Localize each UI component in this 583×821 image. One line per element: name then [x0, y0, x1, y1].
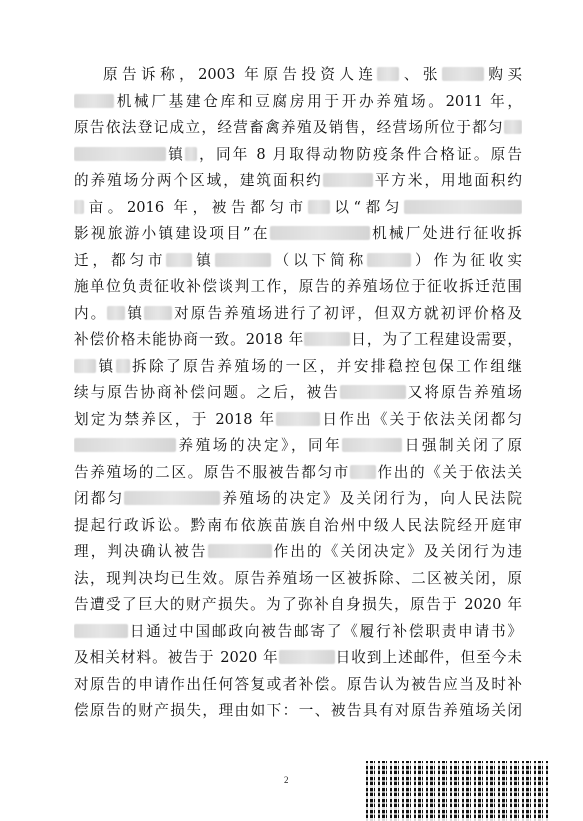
text-segment: 平方米，用地面积约 [372, 172, 522, 189]
text-segment: 法，现判决均已生效。原告养殖场一区被拆除、二区被关闭，原 [74, 569, 522, 587]
redaction-block [276, 412, 320, 426]
redaction-block [74, 359, 96, 373]
redaction-block [74, 94, 114, 108]
text-segment: 日收到上述邮件，但至今未 [334, 649, 522, 666]
text-segment: 机械厂基建仓库和豆腐房用于开办养殖场。2011 年， [114, 92, 522, 110]
text-segment: 养殖场的决定》，同年 [176, 437, 343, 454]
text-segment: 机械厂处进行征收拆 [369, 225, 522, 242]
redaction-block [144, 306, 172, 320]
text-segment: ）作为征收实 [411, 251, 522, 269]
redaction-block [350, 465, 376, 479]
redaction-block [215, 253, 271, 267]
redaction-block [342, 438, 402, 452]
text-segment: （以下简称 [270, 251, 368, 269]
text-segment: 划定为禁养区，于 2018 年 [74, 410, 277, 428]
text-segment: 内。 [74, 304, 108, 322]
text-segment: 补偿价格未能协商一致。2018 年 [74, 331, 305, 348]
redaction-block [404, 200, 522, 214]
redaction-block [279, 650, 335, 664]
redaction-block [116, 359, 130, 373]
text-segment: 购买 [483, 66, 522, 83]
text-segment: 拆除了原告养殖场的一区，并安排稳控包保工作组继 [129, 357, 522, 375]
redaction-block [74, 438, 176, 452]
text-segment: 日强制关闭了原 [402, 437, 522, 454]
redaction-block [74, 200, 84, 214]
text-segment: 日，为了工程建设需要， [350, 331, 522, 348]
text-segment: 提起行政诉讼。黔南布依族苗族自治州中级人民法院经开庭审 [74, 516, 522, 534]
text-line [74, 672, 522, 699]
text-line [74, 592, 522, 619]
text-segment: 及相关材料。被告于 2020 年 [74, 649, 279, 666]
text-line [74, 115, 522, 142]
text-line [74, 380, 522, 407]
text-line [74, 698, 522, 725]
redaction-block [323, 173, 373, 187]
complaint-paragraph [74, 62, 522, 725]
text-line [74, 645, 522, 672]
redaction-block [340, 385, 406, 399]
text-segment: 又将原告养殖场 [405, 384, 522, 401]
text-segment: 原告诉称，2003 年原告投资人连 [103, 66, 378, 83]
text-segment: 对原告养殖场进行了初评，但双方就初评价格及 [172, 304, 522, 322]
redaction-block [442, 67, 484, 81]
text-segment: ，同年 8 月取得动物防疫条件合格证。原告 [196, 145, 522, 163]
text-segment: 亩。2016 年，被告都匀市 [84, 198, 308, 216]
redaction-block [308, 200, 330, 214]
text-segment: 续与原告协商补偿问题。之后，被告 [74, 384, 340, 401]
text-segment: 告遭受了巨大的财产损失。为了弥补自身损失，原告于 2020 年 [74, 596, 522, 613]
text-segment: 告养殖场的二区。原告不服被告都匀市 [74, 463, 350, 481]
text-segment: 闭都匀 [74, 490, 125, 507]
text-line [74, 248, 522, 275]
text-line [74, 195, 522, 222]
text-segment: 日通过中国邮政向被告邮寄了《履行补偿职责申请书》 [128, 622, 522, 640]
text-segment: 养殖场的决定》及关闭行为，向人民法院 [220, 490, 522, 507]
page-number: 2 [284, 775, 289, 785]
text-line [74, 221, 522, 248]
text-segment: 以“都匀 [329, 198, 405, 216]
text-segment: 的养殖场分两个区域，建筑面积约 [74, 172, 323, 189]
text-segment: 对原告的申请作出任何答复或者补偿。原告认为被告应当及时补 [74, 675, 522, 693]
redaction-block [504, 120, 522, 134]
text-segment: 镇 [192, 251, 215, 269]
text-segment: 迁，都匀市 [74, 251, 167, 269]
text-line [74, 407, 522, 434]
redaction-block [124, 491, 220, 505]
redaction-block [208, 544, 272, 558]
redaction-block [304, 332, 350, 346]
barcode-2d [366, 761, 550, 821]
text-segment: 作出的《关闭决定》及关闭行为违 [271, 543, 522, 560]
redaction-block [377, 67, 399, 81]
text-line [74, 354, 522, 381]
redaction-block [367, 253, 411, 267]
text-segment: 镇 [166, 145, 185, 163]
redaction-block [166, 253, 192, 267]
redaction-block [270, 226, 370, 240]
text-line [74, 566, 522, 593]
redaction-block [74, 624, 128, 638]
text-segment: 日作出《关于依法关闭都匀 [320, 410, 522, 428]
text-line [74, 513, 522, 540]
text-segment: 作出的《关于依法关 [375, 463, 522, 481]
text-line [74, 486, 522, 513]
text-segment: 、张 [399, 66, 442, 83]
text-line [74, 274, 522, 301]
text-line [74, 327, 522, 354]
text-line [74, 460, 522, 487]
redaction-block [107, 306, 125, 320]
text-line [74, 619, 522, 646]
text-segment: 影视旅游小镇建设项目”在 [74, 225, 270, 242]
text-segment: 施单位负责征收补偿谈判工作，原告的养殖场位于征收拆迁范围 [74, 278, 522, 295]
text-line [74, 433, 522, 460]
text-segment: 镇 [125, 304, 145, 322]
redaction-block [185, 147, 197, 161]
text-line [74, 89, 522, 116]
text-line [74, 62, 522, 89]
text-segment: 镇 [96, 357, 116, 375]
text-segment: 理，判决确认被告 [74, 543, 208, 560]
text-line [74, 301, 522, 328]
redaction-block [74, 147, 166, 161]
text-segment: 原告依法登记成立，经营畜禽养殖及销售，经营场所位于都匀 [74, 119, 504, 136]
text-line [74, 142, 522, 169]
text-line [74, 539, 522, 566]
text-line [74, 168, 522, 195]
text-segment: 偿原告的财产损失，理由如下：一、被告具有对原告养殖场关闭 [74, 702, 522, 719]
